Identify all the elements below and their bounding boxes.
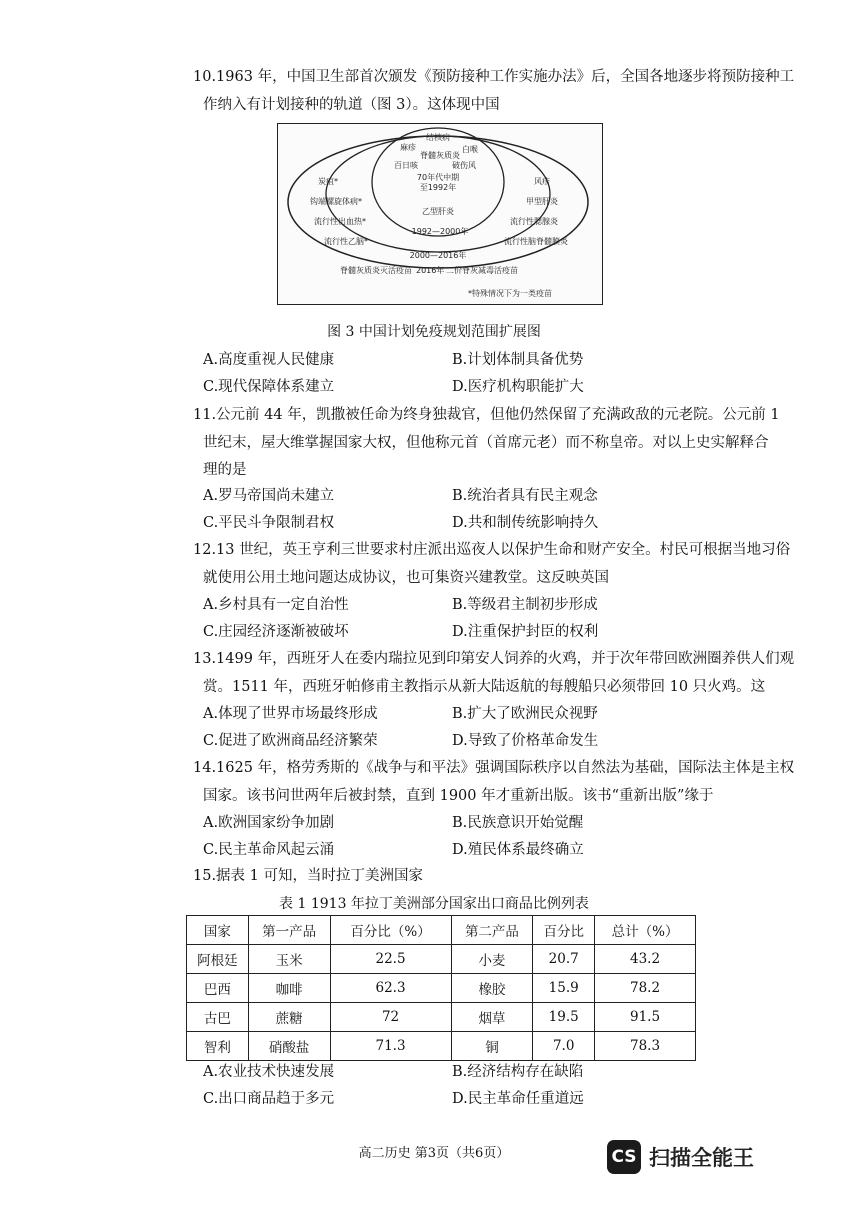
inner-ellipse bbox=[372, 128, 504, 236]
q11-stem-line2: 世纪末，屋大维掌握国家大权，但他称元首（首席元老）而不称皇帝。对以上史实解释合 bbox=[203, 435, 769, 451]
table-cell: 20.7 bbox=[533, 945, 595, 974]
table-header: 第二产品 bbox=[451, 916, 533, 945]
table-header-row bbox=[187, 916, 696, 945]
q11-option-c: C.平民斗争限制君权 bbox=[203, 515, 335, 531]
q10-stem-line1: 10.1963 年，中国卫生部首次颁发《预防接种工作实施办法》后，全国各地逐步将预防接种工 bbox=[193, 69, 795, 85]
table-cell: 咖啡 bbox=[248, 974, 330, 1003]
fig-note: *特殊情况下为一类疫苗 bbox=[468, 289, 552, 298]
export-table bbox=[186, 915, 696, 1061]
q14-stem-line2: 国家。该书问世两年后被封禁，直到 1900 年才重新出版。该书“重新出版”缘于 bbox=[203, 788, 714, 804]
q13-option-d: D.导致了价格革命发生 bbox=[452, 733, 599, 749]
q13-option-a: A.体现了世界市场最终形成 bbox=[203, 706, 378, 722]
table-cell: 7.0 bbox=[533, 1032, 595, 1061]
table-cell: 硝酸盐 bbox=[248, 1032, 330, 1061]
q10-option-b: B.计划体制具备优势 bbox=[452, 352, 584, 368]
q14-option-a: A.欧洲国家纷争加剧 bbox=[203, 815, 335, 831]
table-cell: 19.5 bbox=[533, 1003, 595, 1032]
table-header: 百分比 bbox=[533, 916, 595, 945]
camscanner-text: 扫描全能王 bbox=[649, 1146, 754, 1170]
fig-label-period1b: 至1992年 bbox=[419, 183, 457, 192]
fig-label-tb: 结核病 bbox=[426, 133, 450, 142]
q13-stem-line1: 13.1499 年，西班牙人在委内瑞拉见到印第安人饲养的火鸡，并于次年带回欧洲圈养供人们观 bbox=[193, 651, 795, 667]
q13-option-c: C.促进了欧洲商品经济繁荣 bbox=[203, 733, 378, 749]
table-header: 国家 bbox=[187, 916, 249, 945]
q15-option-d: D.民主革命任重道远 bbox=[452, 1091, 584, 1107]
q15-option-a: A.农业技术快速发展 bbox=[203, 1064, 335, 1080]
q10-option-a: A.高度重视人民健康 bbox=[203, 352, 335, 368]
fig-label-hepb: 乙型肝炎 bbox=[422, 207, 454, 216]
table-cell: 78.3 bbox=[595, 1032, 696, 1061]
fig-label-je: 流行性乙脑* bbox=[324, 237, 368, 246]
fig-label-anthrax: 炭疽* bbox=[318, 177, 338, 186]
q13-stem-line2: 赏。1511 年，西班牙帕修甫主教指示从新大陆返航的每艘船只必须带回 10 只火鸡。这 bbox=[203, 679, 766, 695]
table-caption: 表 1 1913 年拉丁美洲部分国家出口商品比例列表 bbox=[279, 896, 589, 912]
q12-option-b: B.等级君主制初步形成 bbox=[452, 597, 598, 613]
q12-stem-line2: 就使用公用土地问题达成协议，也可集资兴建教堂。这反映英国 bbox=[203, 570, 609, 586]
table-cell: 62.3 bbox=[330, 974, 451, 1003]
table-cell: 15.9 bbox=[533, 974, 595, 1003]
table-cell: 铜 bbox=[451, 1032, 533, 1061]
table-cell: 古巴 bbox=[187, 1003, 249, 1032]
table-cell: 阿根廷 bbox=[187, 945, 249, 974]
q11-stem-line3: 理的是 bbox=[203, 462, 247, 478]
immunization-diagram bbox=[277, 123, 603, 305]
fig-label-leptospirosis: 钩端螺旋体病* bbox=[310, 197, 362, 206]
fig-label-mumps: 流行性腮腺炎 bbox=[510, 217, 558, 226]
table-cell: 玉米 bbox=[248, 945, 330, 974]
q15-option-b: B.经济结构存在缺陷 bbox=[452, 1064, 584, 1080]
table-row bbox=[187, 1032, 696, 1061]
fig-label-hepa: 甲型肝炎 bbox=[526, 197, 558, 206]
q10-stem-line2: 作纳入有计划接种的轨道（图 3）。这体现中国 bbox=[203, 97, 500, 113]
q12-stem-line1: 12.13 世纪，英王亨利三世要求村庄派出巡夜人以保护生命和财产安全。村民可根据当地习俗 bbox=[193, 542, 791, 558]
fig-label-period2: 1992—2000年 bbox=[411, 227, 469, 236]
q11-option-d: D.共和制传统影响持久 bbox=[452, 515, 599, 531]
q11-stem-line1: 11.公元前 44 年，凯撒被任命为终身独裁官，但他仍然保留了充满政敌的元老院。公元前 1 bbox=[193, 407, 780, 423]
q12-option-a: A.乡村具有一定自治性 bbox=[203, 597, 349, 613]
q15-stem-line1: 15.据表 1 可知，当时拉丁美洲国家 bbox=[193, 868, 424, 884]
table-cell: 78.2 bbox=[595, 974, 696, 1003]
table-cell: 智利 bbox=[187, 1032, 249, 1061]
table-cell: 43.2 bbox=[595, 945, 696, 974]
q11-option-b: B.统治者具有民主观念 bbox=[452, 488, 598, 504]
fig-label-period1a: 70年代中期 bbox=[416, 173, 460, 182]
fig-label-tetanus: 破伤风 bbox=[452, 161, 476, 170]
q10-option-d: D.医疗机构职能扩大 bbox=[452, 379, 584, 395]
table-cell: 71.3 bbox=[330, 1032, 451, 1061]
table-cell: 91.5 bbox=[595, 1003, 696, 1032]
fig-label-pertussis: 百日咳 bbox=[394, 161, 418, 170]
camscanner-logo-icon: CS bbox=[607, 1140, 641, 1174]
table-header: 百分比（%） bbox=[330, 916, 451, 945]
figure-caption: 图 3 中国计划免疫规划范围扩展图 bbox=[327, 324, 541, 340]
table-cell: 烟草 bbox=[451, 1003, 533, 1032]
fig-label-rubella: 风疹 bbox=[534, 177, 550, 186]
q12-option-d: D.注重保护封臣的权利 bbox=[452, 624, 599, 640]
table-row bbox=[187, 974, 696, 1003]
fig-label-ipv: 脊髓灰质炎灭活疫苗 bbox=[340, 266, 412, 275]
q10-option-c: C.现代保障体系建立 bbox=[203, 379, 335, 395]
table-header: 总计（%） bbox=[595, 916, 696, 945]
fig-label-hfrs: 流行性出血热* bbox=[314, 217, 366, 226]
q14-option-b: B.民族意识开始觉醒 bbox=[452, 815, 584, 831]
q11-option-a: A.罗马帝国尚未建立 bbox=[203, 488, 335, 504]
q15-option-c: C.出口商品趋于多元 bbox=[203, 1091, 335, 1107]
table-cell: 巴西 bbox=[187, 974, 249, 1003]
table-cell: 72 bbox=[330, 1003, 451, 1032]
table-header: 第一产品 bbox=[248, 916, 330, 945]
fig-label-measles: 麻疹 bbox=[400, 143, 416, 152]
table-row bbox=[187, 945, 696, 974]
table-row bbox=[187, 1003, 696, 1032]
fig-label-2016: 2016年 bbox=[416, 266, 445, 275]
fig-label-polio: 脊髓灰质炎 bbox=[420, 151, 460, 160]
q14-stem-line1: 14.1625 年，格劳秀斯的《战争与和平法》强调国际秩序以自然法为基础，国际法主体是主权 bbox=[193, 760, 795, 776]
fig-label-diphtheria: 白喉 bbox=[462, 145, 478, 154]
q14-option-d: D.殖民体系最终确立 bbox=[452, 842, 584, 858]
fig-label-period3: 2000—2016年 bbox=[409, 251, 467, 260]
page-footer: 高二历史 第3页（共6页） bbox=[358, 1146, 510, 1161]
table-cell: 22.5 bbox=[330, 945, 451, 974]
fig-label-bopv: 二价脊灰减毒活疫苗 bbox=[446, 266, 518, 275]
q12-option-c: C.庄园经济逐渐被破坏 bbox=[203, 624, 349, 640]
q14-option-c: C.民主革命风起云涌 bbox=[203, 842, 335, 858]
table-cell: 小麦 bbox=[451, 945, 533, 974]
table-cell: 橡胶 bbox=[451, 974, 533, 1003]
q13-option-b: B.扩大了欧洲民众视野 bbox=[452, 706, 598, 722]
fig-label-mening: 流行性脑脊髓膜炎 bbox=[504, 237, 568, 246]
camscanner-watermark bbox=[607, 1140, 754, 1174]
table-cell: 蔗糖 bbox=[248, 1003, 330, 1032]
